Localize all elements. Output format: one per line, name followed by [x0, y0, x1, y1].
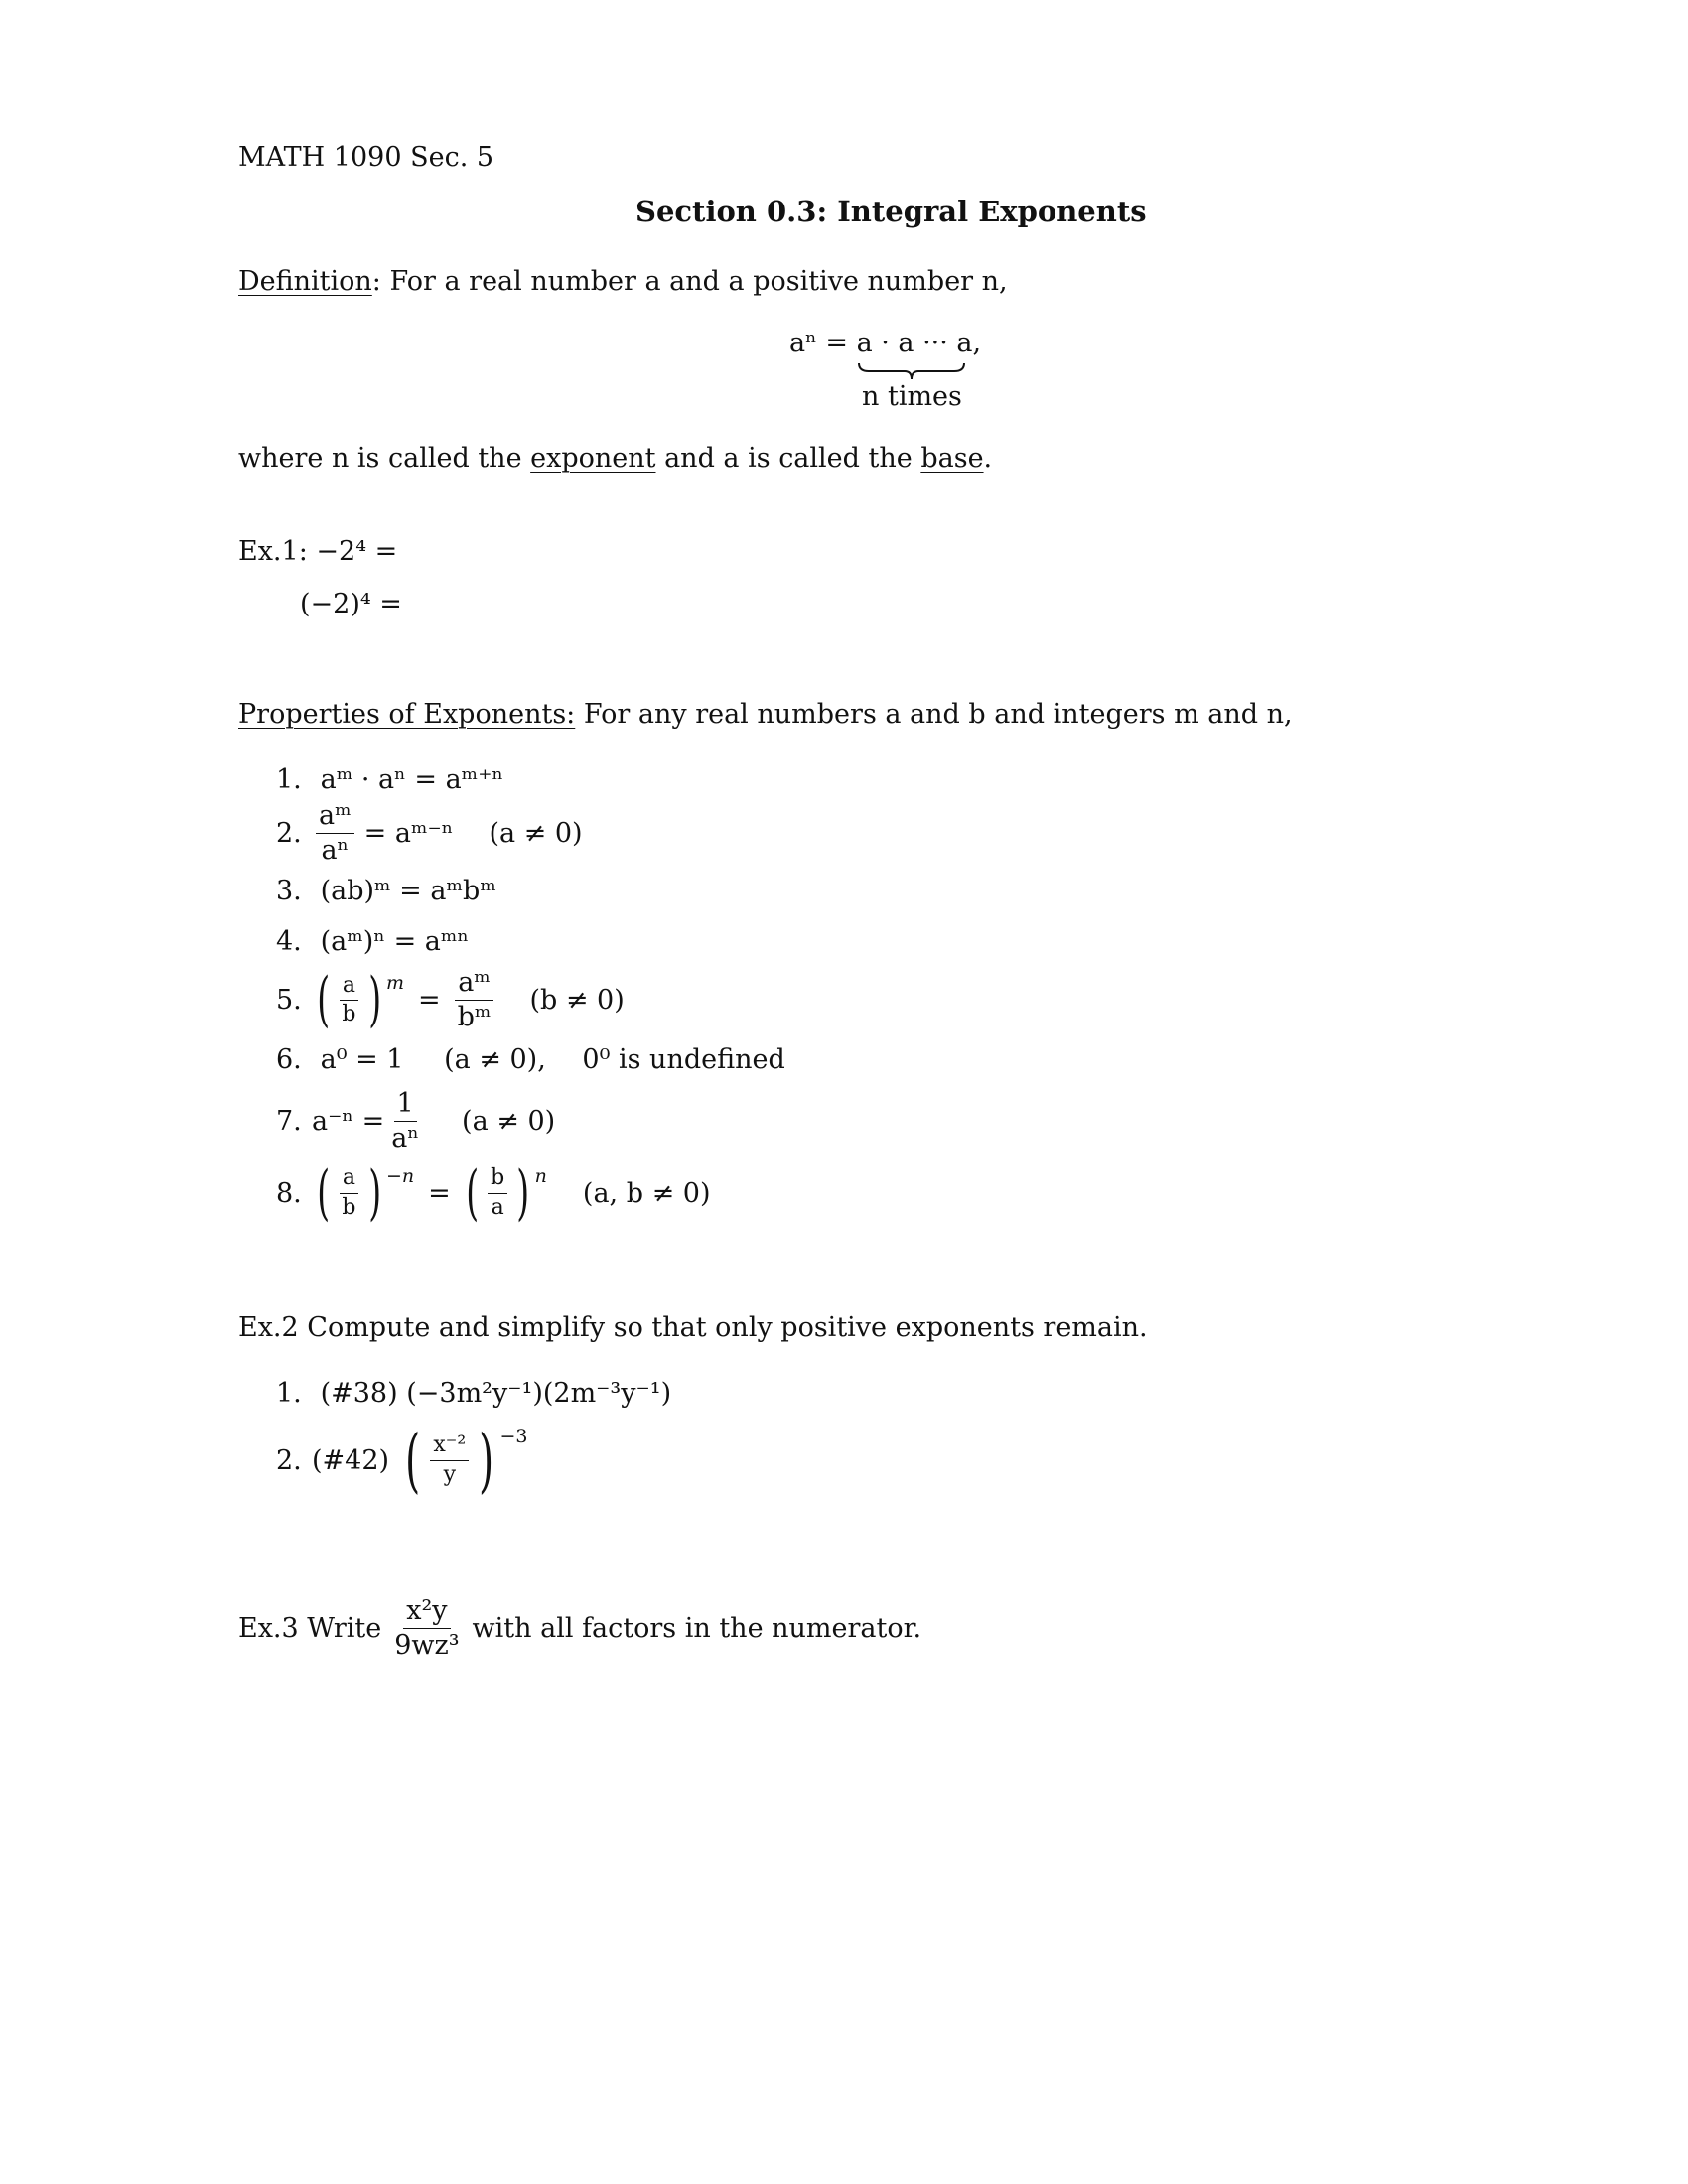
property-3 [276, 876, 496, 906]
right-paren-icon: ) [367, 965, 381, 1035]
left-paren-icon: ( [466, 1159, 479, 1228]
right-paren-icon: ) [516, 1159, 530, 1228]
definition-line [238, 266, 1008, 297]
fraction-denominator: aⁿ [391, 1122, 420, 1154]
formula-rhs: a · a ··· a, [856, 328, 982, 358]
exercise-number: 1. [276, 1378, 302, 1409]
exercise-reference: (#38) [320, 1378, 398, 1409]
properties-line [238, 699, 1293, 730]
ex1-expr1: −2⁴ = [316, 536, 398, 567]
ex1-line1 [238, 536, 397, 567]
definition-formula [789, 328, 981, 358]
ex1-label: Ex.1: [238, 536, 308, 567]
fraction [430, 1433, 469, 1486]
property-number: 6. [276, 1044, 302, 1075]
equals-sign: = [417, 984, 441, 1016]
fraction [388, 1089, 422, 1153]
property-7 [276, 1089, 555, 1153]
page-title: Section 0.3: Integral Exponents [635, 195, 1147, 228]
parenthesized-fraction [461, 1159, 547, 1228]
exercise-number: 2. [276, 1444, 302, 1476]
property-number: 7. [276, 1105, 302, 1137]
ex3-text-post: with all factors in the numerator. [472, 1612, 922, 1644]
fraction-denominator: b [342, 1001, 356, 1026]
right-paren-icon: ) [367, 1159, 381, 1228]
ex3-line [238, 1596, 921, 1660]
terms-text-1: where n is called the [238, 443, 531, 474]
fraction-numerator: a [340, 974, 358, 1001]
property-4 [276, 926, 469, 957]
property-note: 0⁰ is undefined [582, 1044, 785, 1075]
property-number: 5. [276, 984, 302, 1016]
property-formula: (aᵐ)ⁿ = aᵐⁿ [320, 926, 470, 957]
definition-text: : For a real number a and a positive number n, [371, 266, 1008, 297]
fraction-denominator: 9wz³ [394, 1629, 460, 1661]
property-number: 4. [276, 926, 302, 957]
parenthesized-fraction [312, 1159, 415, 1228]
fraction-denominator: y [443, 1461, 456, 1487]
definition-terms-line [238, 443, 992, 474]
property-5 [276, 965, 625, 1035]
property-condition: (a ≠ 0), [444, 1044, 546, 1075]
property-8 [276, 1159, 711, 1228]
property-formula: a⁰ = 1 [320, 1044, 404, 1075]
course-header: MATH 1090 Sec. 5 [238, 142, 494, 173]
right-paren-icon: ) [479, 1420, 494, 1501]
definition-label: Definition [238, 266, 372, 297]
base-term: base [920, 443, 984, 474]
ex2-item-1 [276, 1378, 671, 1409]
left-paren-icon: ( [317, 965, 331, 1035]
exponent: −n [385, 1165, 415, 1187]
property-1 [276, 764, 503, 795]
property-number: 2. [276, 817, 302, 849]
fraction-numerator: aᵐ [455, 968, 493, 1001]
exercise-reference: (#42) [312, 1444, 390, 1476]
ex1-expr2: (−2)⁴ = [300, 589, 402, 619]
left-paren-icon: ( [317, 1159, 331, 1228]
fraction-numerator: b [488, 1166, 507, 1193]
property-formula: (ab)ᵐ = aᵐbᵐ [320, 876, 496, 906]
ex3-text-pre: Ex.3 Write [238, 1612, 382, 1644]
exponent-term: exponent [530, 443, 656, 474]
fraction-denominator: aⁿ [321, 834, 350, 866]
fraction-numerator: a [340, 1166, 358, 1193]
fraction [391, 1596, 462, 1660]
fraction [316, 801, 354, 865]
fraction [488, 1166, 507, 1219]
fraction [339, 1166, 358, 1219]
terms-text-2: and a is called the [655, 443, 921, 474]
property-2 [276, 801, 583, 865]
terms-text-3: . [983, 443, 993, 474]
properties-label: Properties of Exponents: [238, 699, 576, 730]
exponent: −3 [499, 1426, 528, 1447]
property-number: 8. [276, 1177, 302, 1209]
brace-label: n times [862, 381, 962, 412]
fraction [339, 974, 358, 1026]
formula-lhs: aⁿ = [789, 328, 848, 358]
formula-rhs-group [857, 328, 982, 358]
left-paren-icon: ( [405, 1420, 421, 1501]
equals-sign: = [428, 1177, 451, 1209]
property-6 [276, 1044, 785, 1075]
property-condition: (a, b ≠ 0) [582, 1177, 711, 1209]
exercise-expression: (−3m²y⁻¹)(2m⁻³y⁻¹) [406, 1378, 672, 1409]
fraction [455, 968, 494, 1031]
exponent: n [534, 1165, 547, 1187]
parenthesized-fraction [312, 965, 404, 1035]
fraction-denominator: bᵐ [457, 1001, 492, 1032]
properties-text: For any real numbers a and b and integers m and n, [575, 699, 1293, 730]
exponent: m [385, 972, 404, 995]
property-number: 1. [276, 764, 302, 795]
property-formula: = aᵐ⁻ⁿ [363, 817, 454, 849]
fraction-denominator: a [491, 1194, 504, 1220]
property-condition: (a ≠ 0) [489, 817, 583, 849]
parenthesized-fraction [399, 1420, 528, 1501]
property-condition: (b ≠ 0) [529, 984, 625, 1016]
property-number: 3. [276, 876, 302, 906]
property-formula: aᵐ · aⁿ = aᵐ⁺ⁿ [320, 764, 504, 795]
fraction-numerator: aᵐ [316, 801, 354, 834]
fraction-numerator: x⁻² [430, 1433, 469, 1460]
fraction-numerator: 1 [394, 1089, 417, 1122]
fraction-numerator: x²y [403, 1596, 450, 1629]
property-formula: a⁻ⁿ = [312, 1105, 385, 1137]
fraction-denominator: b [342, 1194, 356, 1220]
ex2-prompt: Ex.2 Compute and simplify so that only positive exponents remain. [238, 1312, 1148, 1343]
ex2-item-2 [276, 1420, 528, 1501]
underbrace-icon [857, 361, 966, 381]
property-condition: (a ≠ 0) [462, 1105, 556, 1137]
